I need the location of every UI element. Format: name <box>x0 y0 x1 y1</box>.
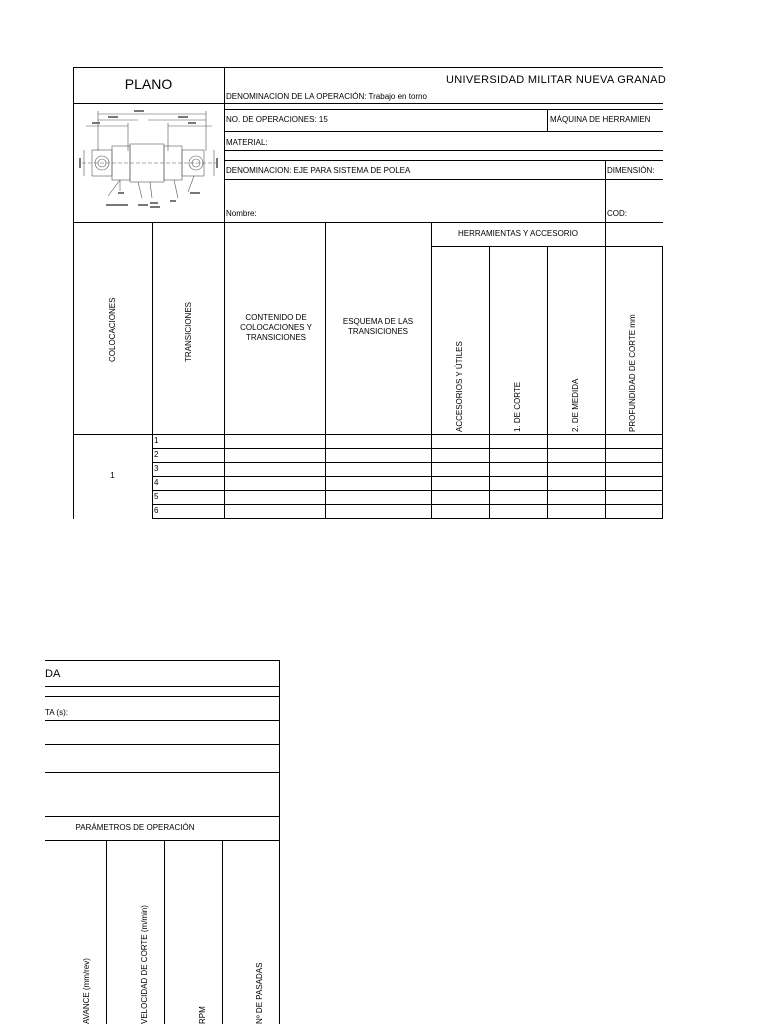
transition-row: 6 <box>154 506 159 515</box>
transition-row: 2 <box>154 450 159 459</box>
transition-row: 4 <box>154 478 159 487</box>
plano-label: PLANO <box>124 76 173 92</box>
placement-number: 1 <box>110 471 115 480</box>
transition-row: 5 <box>154 492 159 501</box>
cutting-tool-column-header: 1. DE CORTE <box>513 381 522 432</box>
shaft-drawing <box>78 106 220 218</box>
university-title: UNIVERSIDAD MILITAR NUEVA GRANAD <box>446 74 667 86</box>
transition-row: 3 <box>154 464 159 473</box>
machine-label: MÁQUINA DE HERRAMIEN <box>550 115 651 124</box>
feed-column-header: AVANCE (mm/rev) <box>82 958 91 1024</box>
rpm-column-header: RPM <box>198 1006 207 1024</box>
operation-parameters-header: PARÁMETROS DE OPERACIÓN <box>75 823 195 832</box>
scheme-column-header: ESQUEMA DE LAS TRANSICIONES <box>342 317 414 336</box>
part-denomination: DENOMINACION: EJE PARA SISTEMA DE POLEA <box>226 166 411 175</box>
transition-row: 1 <box>154 436 159 445</box>
accessories-column-header: ACCESORIOS Y ÚTILES <box>455 341 464 432</box>
material-label: MATERIAL: <box>226 138 268 147</box>
code-label: COD: <box>607 209 627 218</box>
placements-column-header: COLOCACIONES <box>108 297 117 362</box>
dimension-label: DIMENSIÓN: <box>607 166 655 175</box>
operation-denomination: DENOMINACION DE LA OPERACIÓN: Trabajo en torno <box>226 92 427 101</box>
transitions-column-header: TRANSICIONES <box>184 301 193 362</box>
tools-header: HERRAMIENTAS Y ACCESORIO <box>457 229 579 238</box>
content-column-header: CONTENIDO DE COLOCACIONES Y TRANSICIONES <box>240 313 312 342</box>
name-label: Nombre: <box>226 209 257 218</box>
operations-count: NO. DE OPERACIONES: 15 <box>226 115 328 124</box>
tools-label-fragment: TA (s): <box>45 708 68 717</box>
cutting-speed-column-header: VELOCIDAD DE CORTE (m/min) <box>140 905 149 1024</box>
passes-column-header: Nº DE PASADAS <box>255 962 264 1024</box>
cut-depth-column-header: PROFUNDIDAD DE CORTE mm <box>628 314 637 432</box>
university-title-fragment: DA <box>45 668 61 680</box>
measuring-tool-column-header: 2. DE MEDIDA <box>571 378 580 432</box>
